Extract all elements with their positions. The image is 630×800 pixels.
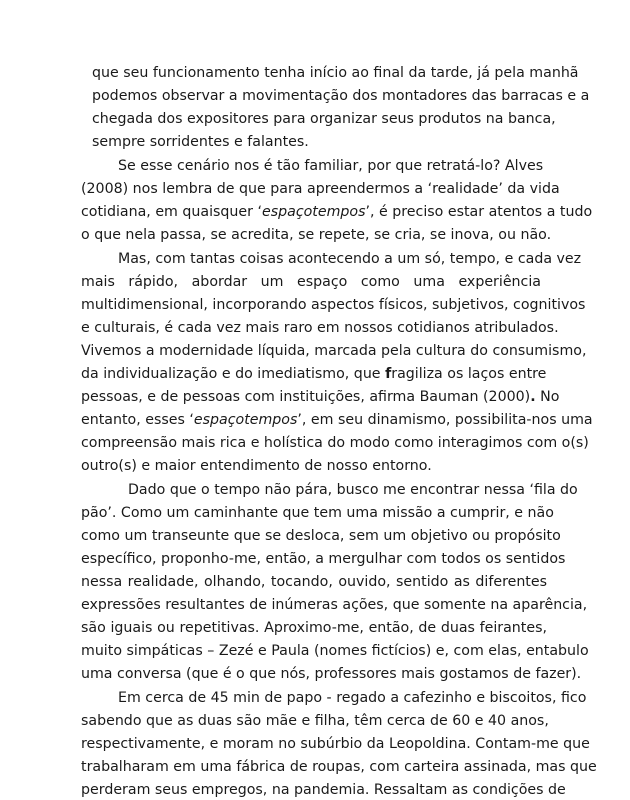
text-line: sempre sorridentes e falantes. — [92, 134, 309, 150]
text-line: mais rápido, abordar um espaço como uma experiência — [81, 274, 541, 290]
text-span: ’, em seu dinamismo, possibilita-nos uma — [297, 412, 593, 428]
bold-letter: f — [385, 366, 392, 382]
text-line — [81, 411, 593, 430]
text-line: Vivemos a modernidade líquida, marcada pela cultura do consumismo, — [81, 343, 587, 359]
text-line: Em cerca de 45 min de papo - regado a cafezinho e biscoitos, fico — [118, 690, 587, 706]
text-line: perderam seus empregos, na pandemia. Ressaltam as condições de — [81, 782, 566, 798]
text-line: uma conversa (que é o que nós, professores mais gostamos de fazer). — [81, 666, 582, 682]
text-line — [81, 365, 547, 384]
text-span: pessoas, e de pessoas com instituições, afirma Bauman (2000) — [81, 389, 531, 405]
italic-term: espaçotempos — [262, 204, 366, 220]
text-line: outro(s) e maior entendimento de nosso entorno. — [81, 458, 432, 474]
text-line: podemos observar a movimentação dos montadores das barracas e a — [92, 88, 590, 104]
text-line: que seu funcionamento tenha início ao final da tarde, já pela manhã — [92, 65, 579, 81]
text-line: multidimensional, incorporando aspectos físicos, subjetivos, cognitivos — [81, 297, 586, 313]
text-line — [81, 388, 560, 407]
text-line — [81, 203, 593, 222]
text-line: muito simpáticas – Zezé e Paula (nomes fictícios) e, com elas, entabulo — [81, 643, 589, 659]
text-line: Mas, com tantas coisas acontecendo a um só, tempo, e cada vez — [118, 251, 582, 267]
text-line: compreensão mais rica e holística do modo como interagimos com o(s) — [81, 435, 589, 451]
text-span: entanto, esses ‘ — [81, 412, 194, 428]
text-line: chegada dos expositores para organizar seus produtos na banca, — [92, 111, 556, 127]
text-line: pão’. Como um caminhante que tem uma missão a cumprir, e não — [81, 505, 554, 521]
text-line: expressões resultantes de inúmeras ações, que somente na aparência, — [81, 597, 588, 613]
text-line: Se esse cenário nos é tão familiar, por que retratá-lo? Alves — [118, 158, 544, 174]
text-span: ragiliza os laços entre — [391, 366, 547, 382]
text-line: respectivamente, e moram no subúrbio da Leopoldina. Contam-me que — [81, 736, 590, 752]
text-line: trabalharam em uma fábrica de roupas, com carteira assinada, mas que — [81, 759, 597, 775]
text-span: da individualização e do imediatismo, que — [81, 366, 386, 382]
text-line: são iguais ou repetitivas. Aproximo-me, então, de duas feirantes, — [81, 620, 547, 636]
text-line: como um transeunte que se desloca, sem um objetivo ou propósito — [81, 528, 561, 544]
text-line: nessa realidade, olhando, tocando, ouvido, sentido as diferentes — [81, 574, 547, 590]
text-line: o que nela passa, se acredita, se repete, se cria, se inova, ou não. — [81, 227, 552, 243]
text-line: Dado que o tempo não pára, busco me encontrar nessa ‘fila do — [128, 482, 578, 498]
text-line: específico, proponho-me, então, a mergulhar com todos os sentidos — [81, 551, 566, 567]
text-span: ’, é preciso estar atentos a tudo — [365, 204, 593, 220]
text-line: (2008) nos lembra de que para apreendermos a ‘realidade’ da vida — [81, 181, 560, 197]
text-span: No — [535, 389, 560, 405]
bold-period: . — [530, 389, 536, 405]
text-span: cotidiana, em quaisquer ‘ — [81, 204, 262, 220]
italic-term: espaçotempos — [193, 412, 298, 428]
text-line: sabendo que as duas são mãe e filha, têm cerca de 60 e 40 anos, — [81, 713, 549, 729]
text-line: e culturais, é cada vez mais raro em nossos cotidianos atribulados. — [81, 320, 559, 336]
